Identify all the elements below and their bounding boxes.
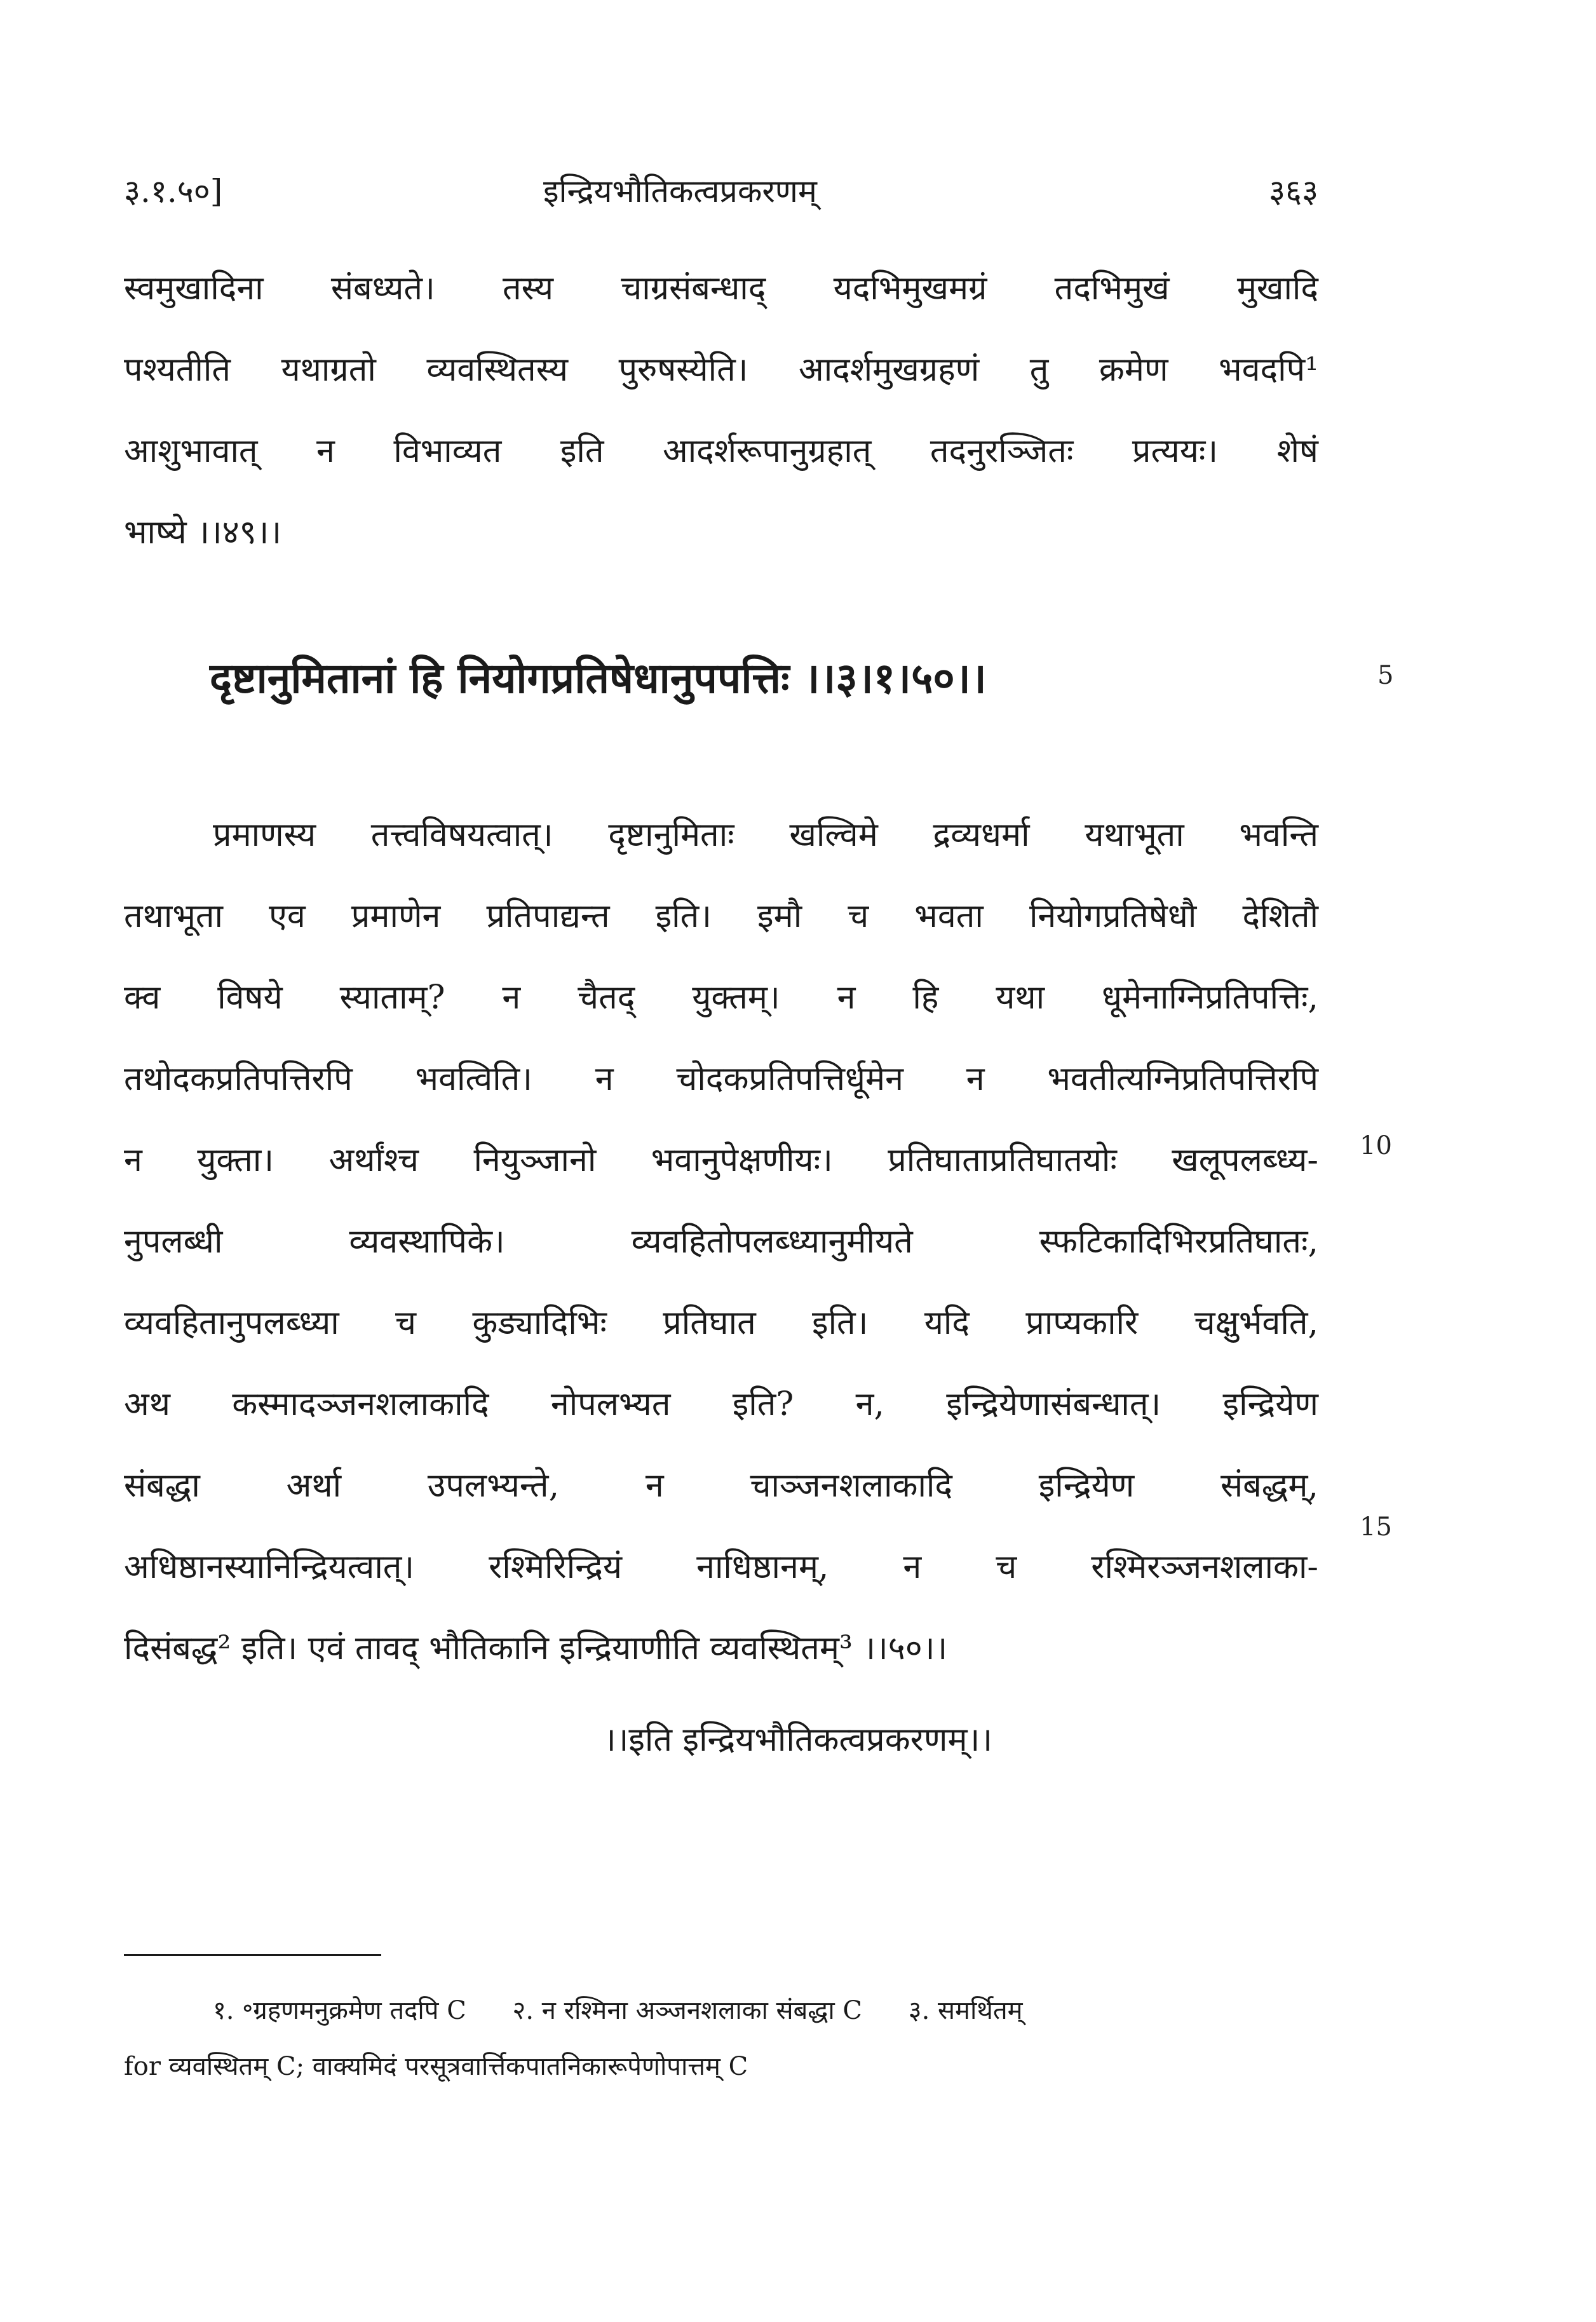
footnotes <box>124 1983 1318 2095</box>
text-line: संबद्धा अर्था उपलभ्यन्ते, न चाञ्जनशलाकादि इन्द्रियेण संबद्धम्, <box>124 1467 1318 1505</box>
sutra-heading: दृष्टानुमितानां हि नियोगप्रतिषेधानुपपत्तिः ।।३।१।५०।। <box>210 653 987 703</box>
line-number: 15 <box>1360 1512 1392 1542</box>
commentary-paragraph-2 <box>124 794 1318 1689</box>
text-line: स्वमुखादिना संबध्यते। तस्य चाग्रसंबन्धाद् यदभिमुखमग्रं तदभिमुखं मुखादि <box>124 269 1318 308</box>
text-line: दिसंबद्ध² इति। एवं तावद् भौतिकानि इन्द्रियाणीति व्यवस्थितम्³ ।।५०।। <box>124 1629 948 1667</box>
page-number: ३६३ <box>1269 173 1318 210</box>
footnote-line <box>124 1983 1318 2039</box>
line-number: 5 <box>1377 661 1394 690</box>
text-line: नुपलब्धी व्यवस्थापिके। व्यवहितोपलब्ध्यानुमीयते स्फटिकादिभिरप्रतिघातः, <box>124 1223 1318 1261</box>
text-line: पश्यतीति यथाग्रतो व्यवस्थितस्य पुरुषस्येति। आदर्शमुखग्रहणं तु क्रमेण भवदपि¹ <box>124 351 1318 389</box>
footnote-1: १. ॰ग्रहणमनुक्रमेण तदपि C <box>213 1996 466 2025</box>
commentary-paragraph-1 <box>124 248 1318 573</box>
section-reference: ३.१.५०] <box>124 173 223 210</box>
text-line: भाष्ये ।।४९।। <box>124 513 282 552</box>
line-number: 10 <box>1360 1131 1392 1160</box>
footnote-2: २. न रश्मिना अञ्जनशलाका संबद्धा C <box>512 1996 863 2025</box>
footnote-3: ३. समर्थितम् <box>908 1996 1023 2025</box>
footnote-3-continuation: for व्यवस्थितम् C; वाक्यमिदं परसूत्रवार्त्तिकपातनिकारूपेणोपात्तम् C <box>124 2052 748 2081</box>
text-line: तथोदकप्रतिपत्तिरपि भवत्विति। न चोदकप्रतिपत्तिर्धूमेन न भवतीत्यग्निप्रतिपत्तिरपि <box>124 1060 1318 1098</box>
text-line: प्रमाणस्य तत्त्वविषयत्वात्। दृष्टानुमिताः खल्विमे द्रव्यधर्मा यथाभूता भवन्ति <box>213 816 1318 854</box>
section-colophon: ।।इति इन्द्रियभौतिकत्वप्रकरणम्।। <box>603 1721 993 1759</box>
running-header <box>124 162 1318 219</box>
running-title: इन्द्रियभौतिकत्वप्रकरणम् <box>543 173 817 210</box>
text-line: न युक्ता। अर्थांश्च नियुञ्जानो भवानुपेक्षणीयः। प्रतिघाताप्रतिघातयोः खलूपलब्ध्य- <box>124 1141 1318 1179</box>
text-line: तथाभूता एव प्रमाणेन प्रतिपाद्यन्त इति। इमौ च भवता नियोगप्रतिषेधौ देशितौ <box>124 897 1318 935</box>
text-line: अथ कस्मादञ्जनशलाकादि नोपलभ्यत इति? न, इन्द्रियेणासंबन्धात्। इन्द्रियेण <box>124 1385 1318 1423</box>
text-line: क्व विषये स्याताम्? न चैतद् युक्तम्। न हि यथा धूमेनाग्निप्रतिपत्तिः, <box>124 979 1318 1017</box>
footnote-divider <box>124 1954 381 1956</box>
text-line: अधिष्ठानस्यानिन्द्रियत्वात्। रश्मिरिन्द्रियं नाधिष्ठानम्, न च रश्मिरञ्जनशलाका- <box>124 1548 1318 1586</box>
text-line: व्यवहितानुपलब्ध्या च कुड्यादिभिः प्रतिघात इति। यदि प्राप्यकारि चक्षुर्भवति, <box>124 1304 1318 1342</box>
text-line: आशुभावात् न विभाव्यत इति आदर्शरूपानुग्रहात् तदनुरञ्जितः प्रत्ययः। शेषं <box>124 432 1318 470</box>
